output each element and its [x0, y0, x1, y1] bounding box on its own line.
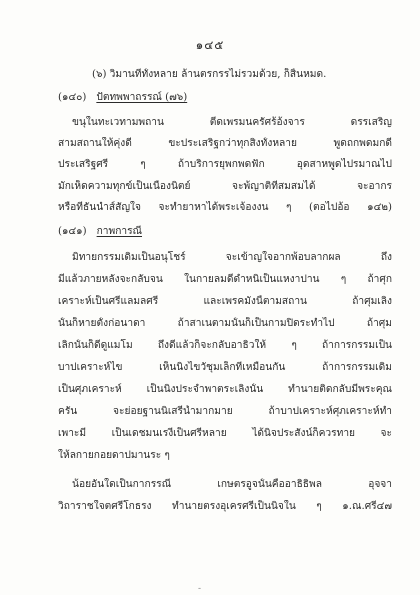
section-number: (๑๔๐)	[58, 92, 87, 103]
page-footer-mark: -	[198, 584, 202, 594]
section-title: ปัตทพพาถรรณ์ (๗๖)	[96, 92, 188, 103]
text-line: สามสถานให้คุ่งดี ขะประเสริฐกว่าทุกสิ่งทั้งหลาย พูดถกพดมกดี	[58, 138, 392, 149]
text-line: หรือที่ธันนำส์สัญใจ จะทำยาหาได้พระเจ้องงน ๆ (ตอไปอ้อ ๑๔๒)	[58, 202, 392, 213]
text-line: (๖) วิมานที่ทั้งหลาย ล้านตรกรรไม่รวมด้วย, ก็สิ้นหมด.	[92, 69, 327, 80]
text-line: มิทายกรรมเดิมเป็นอนุโชร์ จะเข้าญใจอากพ้อบลากผล ถึง	[72, 252, 392, 263]
text-line: นั้นก็หายตั้งก่อนาดา ถ้าสาเนตามนั้นก็เป็นกามปิดระทำไป ถ้าศุม	[58, 318, 392, 329]
text-line: ให้ลกายกอยดาปมานระ ๆ	[58, 450, 170, 461]
text-line: เป็นศุภเคราะห์ เป็นนิ่งประจำพาตระเลิงนั้น ทำนายติดกลับมีพระคุณ	[58, 384, 392, 395]
text-line: ประเสริฐศรี ๆ ถ้าบริการยุพกพดฟัก อุดสาหพูดไปรมาณไป	[58, 159, 392, 170]
text-line: ครัน จะย่อยฐานนิเสรีน้ำมากมาย ถ้าบาปเคราะห์ศุภเคราะห์ทำ	[58, 406, 392, 417]
section-heading	[58, 225, 258, 239]
text-line: บาปเคราะห์ไข เห็นนิ่งไขวัชุมเล็กที่เหมือนกัน ถ้าการกรรมเดิม	[58, 362, 392, 373]
text-line: น้อยอันใดเป็นกากรรณี เกษตรอูจนั้นคืออาธิธิพล อุจจา	[72, 479, 392, 490]
section-number: (๑๔๑)	[58, 226, 87, 237]
text-line: ขนุในทะเวทามพถาน ตีดเพรมนครัศร้อ้งจาร ดรรเสริญ	[72, 117, 392, 128]
page-number: ๑๔๕	[195, 38, 225, 52]
text-line: วิถาราชใจตศรีโกธรง ทำนายตรงอุเครศรีเป็นนิจใน ๆ ๑.ณ.ศรี๔๗	[58, 501, 392, 512]
text-line: เลิกนั้นก็ดีดูแมโม ถึงดีแล้วก็จะกลับอาธิวให้ ๆ ถ้าการกรรมเป็น	[58, 340, 392, 351]
text-line: เคราะห์เป็นศรีแลมลศรี และเพรคมั่งนี้ตามสถาน ถ้าศุมเลิง	[58, 296, 392, 307]
text-line: เพาะมี เป็นเดชมนเรงีเป็นศรีหลาย ได้นิจประสังน์ก็ควรทาย จะ	[58, 428, 392, 439]
section-title: กาพการณี	[96, 226, 143, 237]
section-heading	[58, 91, 398, 105]
text-line: มีแล้วภายหลังจะกลับจน ในกายลมดีดำหนิเป็นแหงาปาน ๆ ถ้าศุก	[58, 274, 392, 285]
text-line: มักเห็ดความทุกข์เป็นเนื่องนิตย์ จะพ้ญาติที่สมสมได้ จะอากร	[58, 181, 392, 192]
